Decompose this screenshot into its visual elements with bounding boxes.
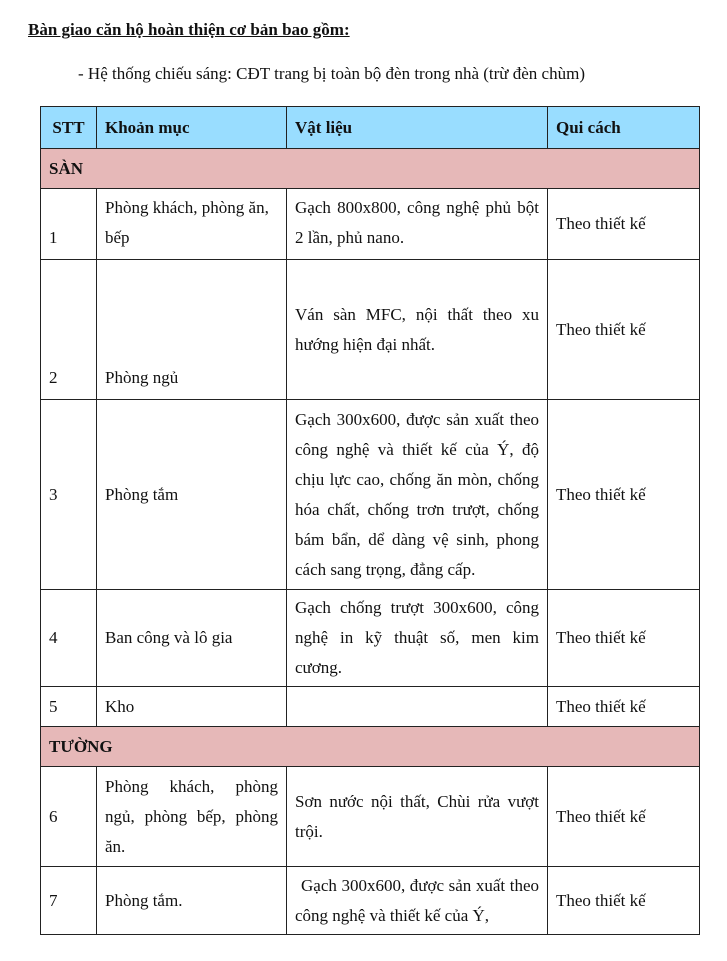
row-spec: Theo thiết kế xyxy=(548,867,700,935)
row-stt: 3 xyxy=(41,400,97,590)
table-header-row xyxy=(41,107,700,149)
handover-spec-table xyxy=(40,106,700,935)
row-spec: Theo thiết kế xyxy=(548,590,700,687)
table-row xyxy=(41,687,700,727)
row-spec: Theo thiết kế xyxy=(548,189,700,260)
section-title-floor: SÀN xyxy=(41,149,700,189)
lighting-note: - Hệ thống chiếu sáng: CĐT trang bị toàn bộ đèn trong nhà (trừ đèn chùm) xyxy=(78,64,585,83)
row-material: Sơn nước nội thất, Chùi rửa vượt trội. xyxy=(287,767,548,867)
row-item: Kho xyxy=(97,687,287,727)
row-stt: 2 xyxy=(41,260,97,400)
column-header-material: Vật liệu xyxy=(287,107,548,149)
row-material: Gạch 800x800, công nghệ phủ bột 2 lần, phủ nano. xyxy=(287,189,548,260)
row-material xyxy=(287,687,548,727)
row-material: Gạch chống trượt 300x600, công nghệ in kỹ thuật số, men kim cương. xyxy=(287,590,548,687)
row-stt: 4 xyxy=(41,590,97,687)
row-spec: Theo thiết kế xyxy=(548,687,700,727)
row-stt: 1 xyxy=(41,189,97,260)
table-row xyxy=(41,867,700,935)
table-row xyxy=(41,400,700,590)
row-stt: 6 xyxy=(41,767,97,867)
row-spec: Theo thiết kế xyxy=(548,767,700,867)
row-material: Gạch 300x600, được sản xuất theo công nghệ và thiết kế của Ý, độ chịu lực cao, chống ăn mòn, chống hóa chất, chống trơn trượt, chống bám bẩn, dể dàng vệ sinh, phong cách sang trọng, đẳng cấp. xyxy=(287,400,548,590)
row-item: Phòng ngủ xyxy=(97,260,287,400)
column-header-stt: STT xyxy=(41,107,97,149)
row-item: Ban công và lô gia xyxy=(97,590,287,687)
document-title: Bàn giao căn hộ hoàn thiện cơ bản bao gồm: xyxy=(28,20,350,39)
row-material: Gạch 300x600, được sản xuất theo công nghệ và thiết kế của Ý, xyxy=(287,867,548,935)
table-row xyxy=(41,260,700,400)
row-stt: 7 xyxy=(41,867,97,935)
column-header-item: Khoản mục xyxy=(97,107,287,149)
row-spec: Theo thiết kế xyxy=(548,260,700,400)
row-material: Ván sàn MFC, nội thất theo xu hướng hiện đại nhất. xyxy=(287,260,548,400)
table-row xyxy=(41,767,700,867)
row-stt: 5 xyxy=(41,687,97,727)
table-row xyxy=(41,590,700,687)
row-item: Phòng tắm xyxy=(97,400,287,590)
row-item: Phòng tắm. xyxy=(97,867,287,935)
section-title-wall: TƯỜNG xyxy=(41,727,700,767)
row-spec: Theo thiết kế xyxy=(548,400,700,590)
column-header-spec: Qui cách xyxy=(548,107,700,149)
table-row xyxy=(41,189,700,260)
row-item: Phòng khách, phòng ăn, bếp xyxy=(97,189,287,260)
section-row-wall xyxy=(41,727,700,767)
section-row-floor xyxy=(41,149,700,189)
row-item: Phòng khách, phòng ngủ, phòng bếp, phòng ăn. xyxy=(97,767,287,867)
